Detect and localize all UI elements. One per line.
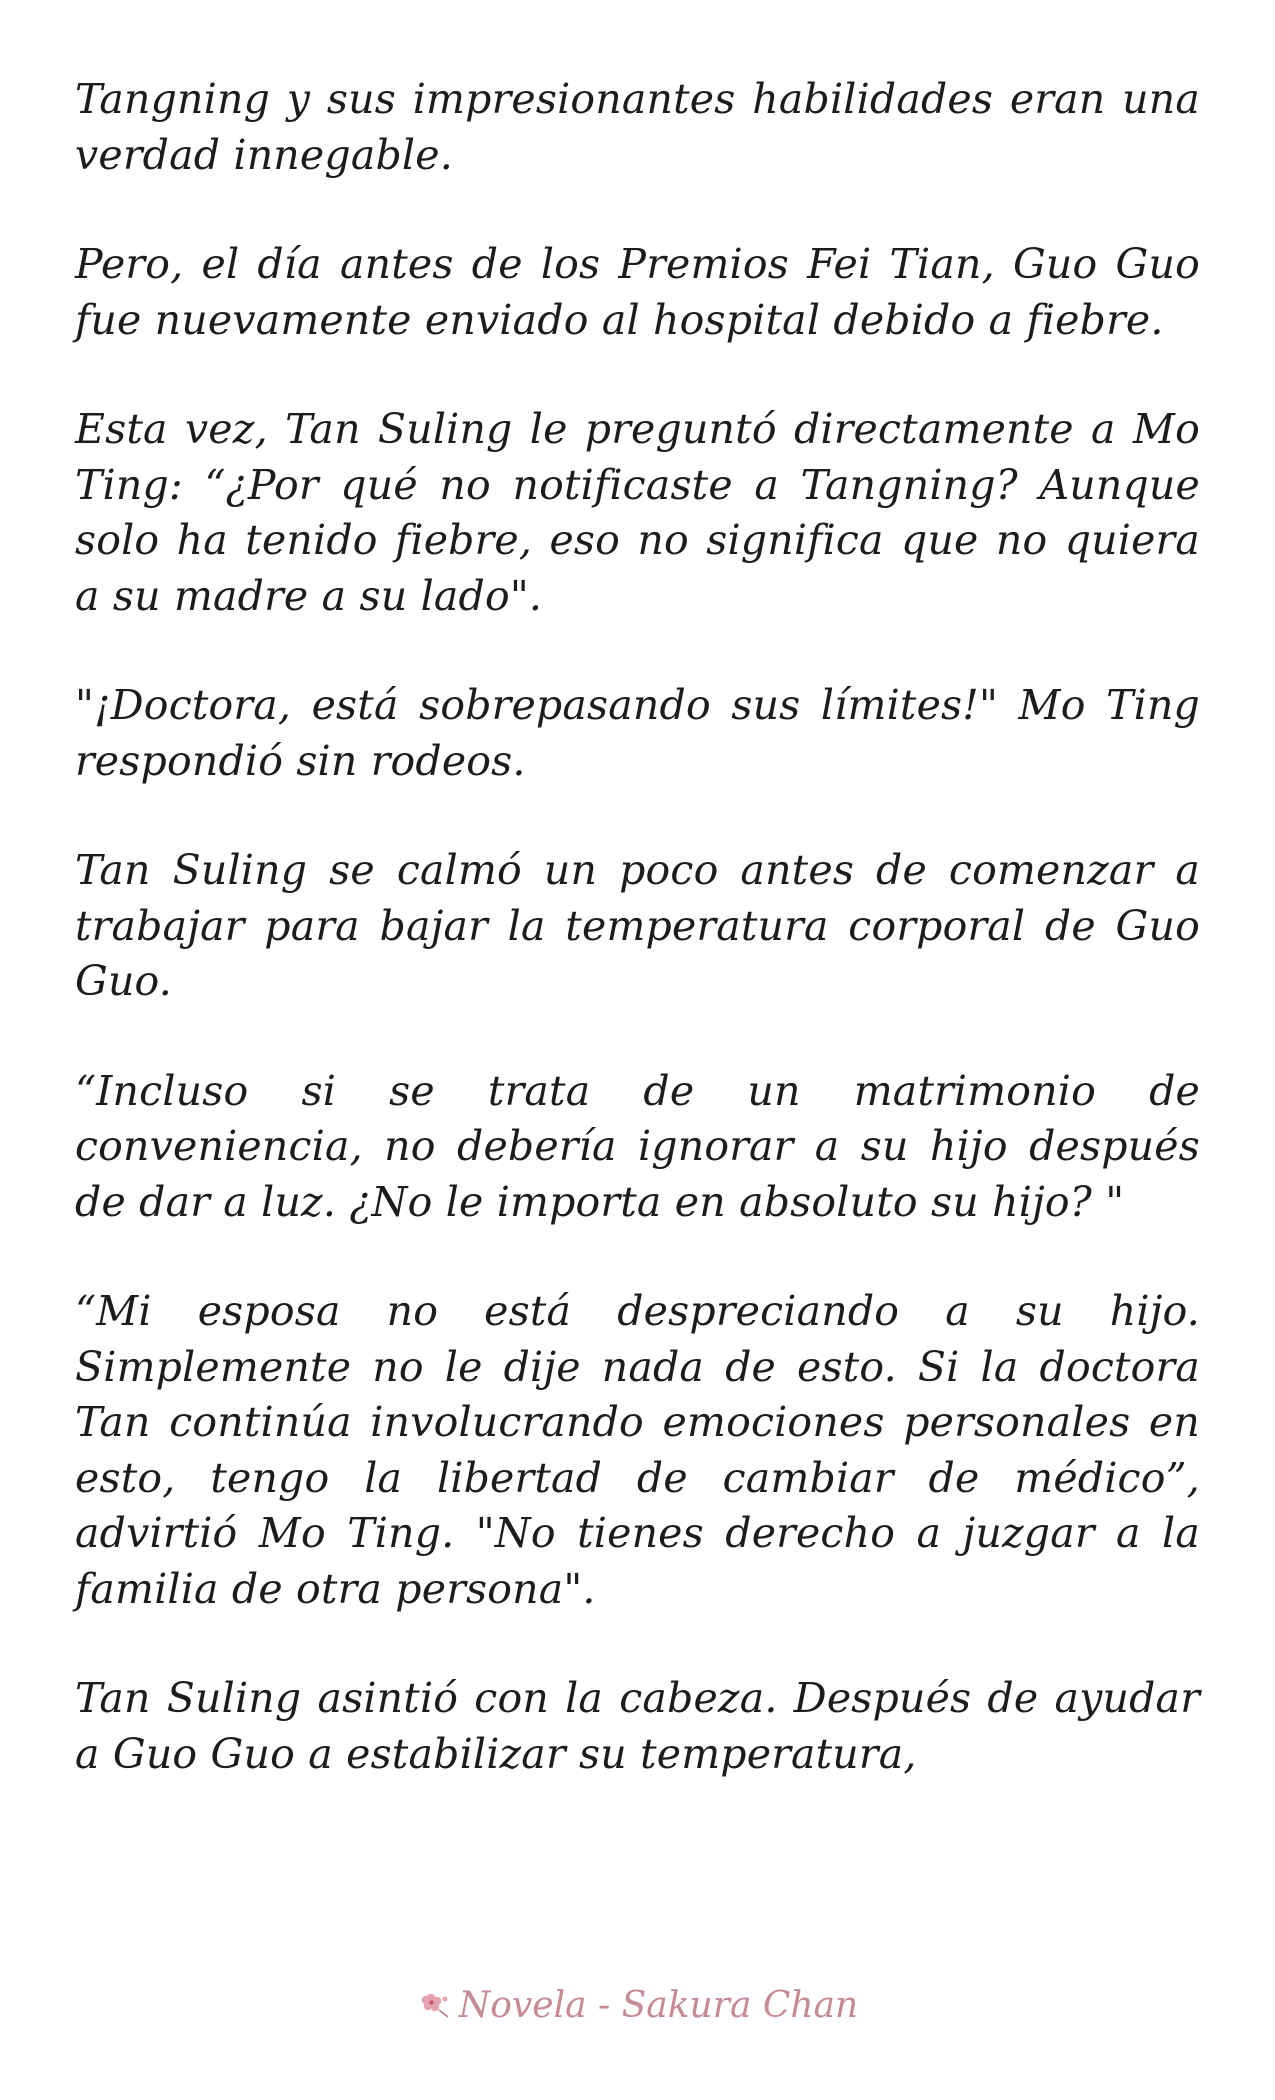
paragraph: Tan Suling se calmó un poco antes de comenzar a trabajar para bajar la temperatura corporal de Guo Guo.	[75, 846, 1200, 1005]
watermark-footer	[0, 1985, 1275, 2026]
chapter-text	[75, 72, 1200, 1836]
paragraph: “Incluso si se trata de un matrimonio de conveniencia, no debería ignorar a su hijo después de dar a luz. ¿No le importa en absoluto su hijo? "	[75, 1066, 1200, 1226]
paragraph: Esta vez, Tan Suling le preguntó directamente a Mo Ting: “¿Por qué no notificaste a Tangning? Aunque solo ha tenido fiebre, eso no significa que no quiera a su madre a su lado".	[75, 405, 1200, 620]
paragraph: Tangning y sus impresionantes habilidades eran una verdad innegable.	[75, 75, 1200, 179]
paragraph: Pero, el día antes de los Premios Fei Tian, Guo Guo fue nuevamente enviado al hospital debido a fiebre.	[75, 240, 1200, 344]
sakura-flower-icon	[417, 1990, 453, 2020]
paragraph: “Mi esposa no está despreciando a su hijo. Simplemente no le dije nada de esto. Si la doctora Tan continúa involucrando emociones personales en esto, tengo la libertad de cambiar de médico”, advirtió Mo Ting. "No tienes derecho a juzgar a la familia de otra persona".	[75, 1287, 1200, 1613]
paragraph: Tan Suling asintió con la cabeza. Después de ayudar a Guo Guo a estabilizar su temperatura,	[75, 1674, 1200, 1778]
watermark-text: Novela - Sakura Chan	[458, 1985, 859, 2026]
paragraph: "¡Doctora, está sobrepasando sus límites!" Mo Ting respondió sin rodeos.	[75, 681, 1200, 785]
